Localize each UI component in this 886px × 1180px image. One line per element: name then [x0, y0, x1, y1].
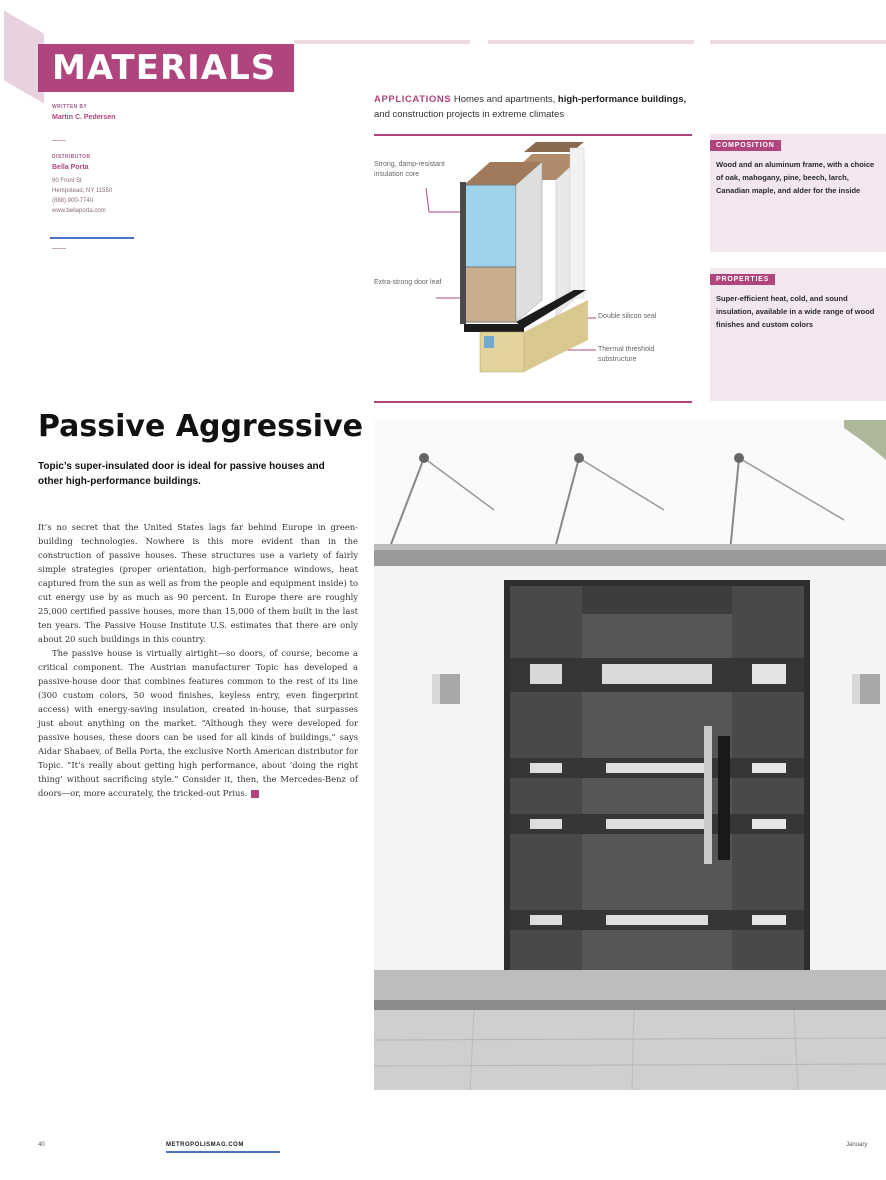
label-silicon-seal: Double silicon seal — [598, 313, 657, 320]
insulation-core — [464, 185, 516, 267]
rod-anchor — [419, 453, 429, 463]
frame-edge — [570, 148, 584, 298]
applications-text: Homes and apartments, — [453, 94, 558, 105]
label-insulation-core: Strong, damp-resistant insulation core — [374, 161, 445, 178]
door-top-shadow — [582, 586, 732, 614]
glass-slot — [606, 915, 708, 925]
phone-number: (888) 900-7740 — [52, 198, 94, 204]
author-name: Martin C. Pedersen — [52, 114, 116, 121]
glass-slot — [602, 664, 712, 684]
top-rule — [294, 40, 470, 44]
aluminum-face — [460, 182, 466, 324]
glass-slot — [606, 763, 708, 773]
website-link[interactable]: www.bellaporta.com — [52, 208, 106, 214]
label-threshold: Thermal threshold substructure — [598, 346, 655, 363]
top-rule — [710, 40, 886, 44]
glass-slot — [530, 819, 562, 829]
threshold-insert — [484, 336, 494, 348]
properties-box — [710, 268, 886, 401]
article-paragraph: It’s no secret that the United States lags far behind Europe in green-building technologies. Nowhere is this more evident than in the construction of passive houses. These structures use a variety of fairly simple strategies (proper orientation, high-performance windows, heat captured from the sun as well as from the people and equipment inside) to cut energy use by as much as 90 percent. In Europe there are roughly 25,000 certified passive houses, more than 15,000 of them built in the last ten years. The Passive House Institute U.S. estimates that there are only about 20 such buildings in this country. — [38, 522, 358, 644]
article-paragraph-text: The passive house is virtually airtight—so doors, of course, become a critical component. The Austrian manufacturer Topic has developed a passive-house door that combines features common to the rest of its line (300 custom colors, 50 wood finishes, keyless entry, even fingerprint access) with energy-saving insulation, created in-house, that surpasses just about anything on the market. “Although they were developed for passive houses, these doors can be used for all kinds of buildings,” says Aidar Shabaev, of Bella Porta, the exclusive North American distributor for Topic. “It’s really about getting high performance, about ‘doing the right thing’ without sacrificing style.” Consider it, then, the Mercedes-Benz of doors—or, more accurately, the tricked-out Prius. — [38, 648, 358, 798]
divider — [52, 140, 66, 141]
leaf-side — [516, 162, 542, 322]
issue-date: January — [846, 1142, 868, 1148]
properties-text: Super-efficient heat, cold, and sound insulation, available in a wide range of wood finishes and custom colors — [716, 294, 875, 329]
seal-strip — [464, 324, 524, 332]
door-handle — [704, 726, 712, 864]
canopy-edge — [374, 544, 886, 550]
paving — [374, 1010, 886, 1090]
diagram-bottom-rule — [374, 401, 692, 403]
address-line: 90 Front St — [52, 178, 82, 184]
distributor-label: DISTRIBUTOR — [52, 154, 91, 160]
rod-anchor — [734, 453, 744, 463]
divider — [52, 248, 66, 249]
glass-slot — [752, 664, 786, 684]
glass-slot — [530, 915, 562, 925]
door-cross-section-diagram — [374, 140, 692, 398]
article-paragraph — [38, 646, 358, 800]
article-deck: Topic’s super-insulated door is ideal for passive houses and other high-performance buildings. — [38, 461, 325, 487]
glass-slot — [752, 763, 786, 773]
article-body — [38, 520, 358, 800]
leader-line — [426, 188, 429, 212]
applications-text-2: and construction projects in extreme climates — [374, 109, 565, 120]
glass-slot — [752, 819, 786, 829]
diagram-top-rule — [374, 134, 692, 136]
glass-slot — [530, 664, 562, 684]
rod-anchor — [574, 453, 584, 463]
properties-heading: PROPERTIES — [710, 274, 775, 285]
page-number: 40 — [38, 1142, 45, 1148]
distributor-address — [52, 176, 112, 216]
glass-slot — [606, 819, 708, 829]
footer-url[interactable]: METROPOLISMAG.COM — [166, 1142, 244, 1148]
written-by-label: WRITTEN BY — [52, 104, 88, 110]
composition-heading: COMPOSITION — [710, 140, 781, 151]
step-shadow — [374, 1000, 886, 1010]
handle-grip — [718, 736, 730, 860]
composition-box — [710, 134, 886, 252]
link-underline — [50, 237, 134, 239]
footer-url-underline — [166, 1151, 280, 1153]
label-door-leaf: Extra-strong door leaf — [374, 279, 442, 286]
wood-section — [464, 267, 516, 322]
end-mark-icon — [251, 790, 259, 798]
door-photo — [374, 420, 886, 1090]
wall-light-highlight — [432, 674, 440, 704]
glass-slot — [752, 915, 786, 925]
composition-text: Wood and an aluminum frame, with a choice of oak, mahogany, pine, beech, larch, Canadian maple, and alder for the inside — [716, 160, 875, 195]
glass-slot — [530, 763, 562, 773]
applications-label: APPLICATIONS — [374, 94, 452, 105]
entry-step — [374, 970, 886, 1004]
applications-bold: high-performance buildings, — [557, 94, 687, 105]
address-line: Hempstead, NY 11550 — [52, 188, 113, 194]
section-label: MATERIALS — [38, 44, 294, 92]
applications-line — [374, 92, 834, 122]
distributor-name: Bella Porta — [52, 164, 89, 171]
article-headline: Passive Aggressive — [38, 409, 363, 444]
top-rule — [488, 40, 694, 44]
wall-light-highlight — [852, 674, 860, 704]
